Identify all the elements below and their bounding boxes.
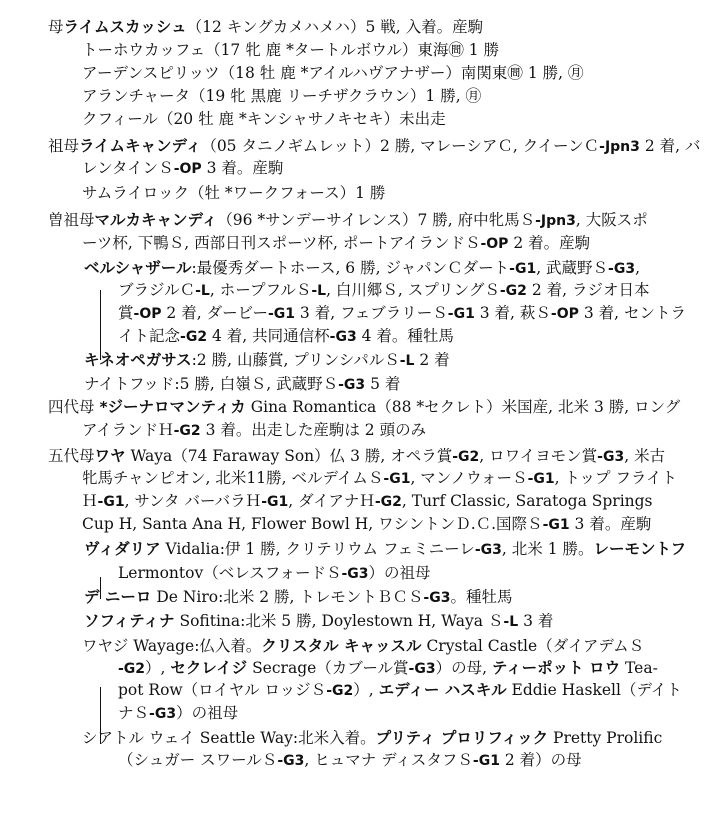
text-segment: Waya（74 Faraway Son）仏 3 勝, オペラ賞 bbox=[125, 447, 453, 465]
horse-name: ベルシャザール bbox=[84, 259, 192, 277]
text-segment: 3 着, フェブラリーＳ bbox=[295, 304, 448, 322]
text-segment: ナイトフッド:5 勝, 白嶺Ｓ, 武蔵野Ｓ bbox=[84, 375, 339, 393]
grade-label: -G2 bbox=[180, 329, 208, 345]
grade-label: -G3 bbox=[597, 449, 625, 465]
horse-name: レーモントフ bbox=[593, 540, 687, 558]
text-segment: Crystal Castle（ダイアデムＳ bbox=[421, 637, 645, 655]
horse-name: ティーポット ロウ bbox=[491, 659, 621, 677]
text-segment: 祖母 bbox=[48, 137, 80, 155]
text-segment: 五代母 bbox=[48, 447, 95, 465]
text-line bbox=[84, 586, 512, 608]
text-segment: ）, bbox=[353, 681, 379, 699]
horse-name: デ ニーロ bbox=[84, 588, 152, 606]
text-segment: Sofitina:北米 5 勝, Doylestown H, Waya Ｓ bbox=[174, 612, 504, 630]
text-segment: Gina Romantica（88 *セクレト）米国産, 北米 3 勝, ロング bbox=[245, 398, 681, 416]
text-segment: Eddie Haskell（デイト bbox=[506, 681, 682, 699]
text-segment: , ロワイヨモン賞 bbox=[479, 447, 598, 465]
grade-label: -G1 bbox=[261, 494, 289, 510]
text-segment: 曽祖母 bbox=[48, 211, 95, 229]
text-segment: ）の祖母 bbox=[176, 704, 239, 722]
grade-label: -G1 bbox=[509, 261, 537, 277]
grade-label: -G1 bbox=[97, 494, 125, 510]
text-segment: サムライロック（牡 *ワークフォース）1 勝 bbox=[82, 184, 386, 202]
grade-label: -OP bbox=[133, 306, 162, 322]
text-segment: 2 着。産駒 bbox=[508, 234, 591, 252]
text-segment: Secrage（カブール賞 bbox=[247, 659, 409, 677]
text-segment: 2 着, バ bbox=[639, 137, 701, 155]
text-segment: 3 着。産駒 bbox=[201, 159, 284, 177]
text-segment: 2 着 bbox=[414, 351, 450, 369]
text-segment: , 大阪スポ bbox=[575, 211, 648, 229]
text-line bbox=[82, 39, 499, 61]
text-segment: , マンノウォーＳ bbox=[410, 469, 528, 487]
text-segment: 母 bbox=[48, 18, 64, 36]
text-segment: 5 着 bbox=[365, 375, 401, 393]
text-segment: アーデンスピリッツ（18 牡 鹿 *アイルハヴアナザー）南関東㉄ 1 勝, ㊊ bbox=[82, 64, 584, 82]
grade-label: -G2 bbox=[499, 283, 527, 299]
grade-label: -G2 bbox=[326, 683, 354, 699]
grade-label: -G3 bbox=[423, 590, 451, 606]
text-line bbox=[82, 232, 590, 254]
grade-label: -G2 bbox=[374, 494, 402, 510]
text-segment: Tea- bbox=[620, 659, 658, 677]
grade-label: -L bbox=[503, 614, 519, 630]
text-line bbox=[82, 635, 644, 657]
text-line bbox=[118, 325, 454, 347]
text-segment: ）, bbox=[145, 659, 171, 677]
text-segment: , ホープフルＳ bbox=[209, 281, 312, 299]
text-line bbox=[82, 513, 651, 535]
horse-name: ソフィティナ bbox=[84, 612, 175, 630]
text-segment: ーツ杯, 下鴨Ｓ, 西部日刊スポーツ杯, ポートアイランドＳ bbox=[82, 234, 481, 252]
text-segment: Cup H, Santa Ana H, Flower Bowl H, ワシントンＤ.Ｃ.国際Ｓ bbox=[82, 515, 543, 533]
horse-name: プリティ プロリフィック bbox=[375, 729, 549, 747]
text-segment: , Turf Classic, Saratoga Springs bbox=[401, 492, 653, 510]
text-line bbox=[118, 702, 238, 724]
text-segment: 3 着, セントラ bbox=[578, 304, 686, 322]
grade-label: -G1 bbox=[267, 306, 295, 322]
grade-label: -G2 bbox=[452, 449, 480, 465]
text-line bbox=[48, 209, 648, 231]
text-line bbox=[82, 467, 677, 489]
horse-name: キネオペガサス bbox=[84, 351, 192, 369]
text-line bbox=[82, 727, 662, 749]
text-line bbox=[48, 396, 680, 418]
text-segment: 2 着, ラジオ日本 bbox=[526, 281, 650, 299]
text-segment: クフィール（20 牡 鹿 *キンシャサノキセキ）未出走 bbox=[82, 110, 446, 128]
text-segment: Lermontov（ベレスフォードＳ bbox=[118, 564, 342, 582]
grade-label: -G3 bbox=[277, 753, 305, 769]
text-segment: 2 着, ダービー bbox=[161, 304, 268, 322]
horse-name: ヴィダリア bbox=[84, 540, 161, 558]
grade-label: -G3 bbox=[149, 706, 177, 722]
text-segment: （96 *サンデーサイレンス）7 勝, 府中牝馬Ｓ bbox=[217, 211, 536, 229]
horse-name: マルカキャンディ bbox=[94, 211, 218, 229]
text-line bbox=[82, 108, 446, 130]
grade-label: -G3 bbox=[408, 661, 436, 677]
horse-name: エディー ハスキル bbox=[378, 681, 507, 699]
text-line bbox=[84, 349, 450, 371]
text-segment: アイランドＨ bbox=[82, 421, 174, 439]
grade-label: -G3 bbox=[341, 566, 369, 582]
text-segment: De Niro:北米 2 勝, トレモントＢＣＳ bbox=[151, 588, 424, 606]
text-segment: Vidalia:伊 1 勝, クリテリウム フェミニーレ bbox=[160, 540, 475, 558]
grade-label: -Jpn3 bbox=[535, 213, 576, 229]
text-line bbox=[118, 657, 658, 679]
text-segment: ）の祖母 bbox=[368, 564, 431, 582]
horse-name: クリスタル キャッスル bbox=[261, 637, 422, 655]
grade-label: -OP bbox=[480, 236, 509, 252]
text-segment: Pretty Prolific bbox=[548, 729, 663, 747]
grade-label: -G3 bbox=[338, 377, 366, 393]
grade-label: -G1 bbox=[527, 471, 555, 487]
text-line bbox=[84, 373, 400, 395]
grade-label: -G1 bbox=[447, 306, 475, 322]
text-line bbox=[48, 135, 700, 157]
text-segment: 。種牡馬 bbox=[450, 588, 513, 606]
text-line bbox=[84, 257, 640, 279]
grade-label: -OP bbox=[173, 161, 202, 177]
text-segment: レンタインＳ bbox=[82, 159, 174, 177]
text-segment: 3 着。出走した産駒は 2 頭のみ bbox=[200, 421, 427, 439]
horse-name: ライムキャンディ bbox=[79, 137, 202, 155]
grade-label: -L bbox=[399, 353, 415, 369]
text-segment: 賞 bbox=[118, 304, 134, 322]
text-line bbox=[84, 610, 553, 632]
grade-label: -G1 bbox=[472, 753, 500, 769]
text-segment: （05 タニノギムレット）2 勝, マレーシアＣ, クイーンＣ bbox=[201, 137, 600, 155]
text-segment: （12 キングカメハメハ）5 戦, 入着。産駒 bbox=[186, 18, 484, 36]
horse-name: *ジーナロマンティカ bbox=[99, 398, 246, 416]
text-segment: , 武蔵野Ｓ bbox=[536, 259, 609, 277]
text-segment: , ヒュマナ ディスタフＳ bbox=[304, 751, 473, 769]
horse-name: ワヤ bbox=[94, 447, 126, 465]
text-segment: トーホウカッフェ（17 牝 鹿 *タートルボウル）東海㉄ 1 勝 bbox=[82, 41, 500, 59]
text-line bbox=[118, 302, 686, 324]
grade-label: -L bbox=[195, 283, 210, 299]
text-segment: イト記念 bbox=[118, 327, 181, 345]
text-line bbox=[82, 62, 584, 84]
horse-name: セクレイジ bbox=[170, 659, 248, 677]
grade-label: -G3 bbox=[608, 261, 636, 277]
grade-label: -G3 bbox=[329, 329, 357, 345]
text-segment: ブラジルＣ bbox=[118, 281, 196, 299]
grade-label: -L bbox=[311, 283, 327, 299]
text-segment: , 北米 1 勝。 bbox=[501, 540, 594, 558]
grade-label: -G1 bbox=[542, 517, 570, 533]
grade-label: -G2 bbox=[173, 423, 201, 439]
text-line bbox=[118, 562, 431, 584]
text-line bbox=[48, 16, 483, 38]
text-segment: 2 着）の母 bbox=[499, 751, 582, 769]
text-line bbox=[82, 490, 653, 512]
text-segment: 4 着。種牡馬 bbox=[356, 327, 454, 345]
text-segment: , 米古 bbox=[624, 447, 666, 465]
text-segment: , サンタ バーバラＨ bbox=[124, 492, 262, 510]
text-line bbox=[82, 157, 283, 179]
text-line bbox=[118, 749, 582, 771]
text-segment: シアトル ウェイ Seattle Way:北米入着。 bbox=[82, 729, 376, 747]
text-segment: ）の母, bbox=[435, 659, 492, 677]
grade-label: -G1 bbox=[383, 471, 411, 487]
text-line bbox=[48, 445, 665, 467]
text-segment: アランチャータ（19 牝 黒鹿 リーチザクラウン）1 勝, ㊊ bbox=[82, 87, 482, 105]
text-segment: pot Row（ロイヤル ロッジＳ bbox=[118, 681, 327, 699]
text-segment: （シュガー スワールＳ bbox=[118, 751, 278, 769]
text-segment: 四代母 bbox=[48, 398, 100, 416]
text-line bbox=[82, 419, 426, 441]
text-segment: , 白川郷Ｓ, スプリングＳ bbox=[326, 281, 500, 299]
text-line bbox=[82, 85, 481, 107]
text-segment: 牝馬チャンピオン, 北米11勝, ベルデイムＳ bbox=[82, 469, 384, 487]
text-segment: :最優秀ダートホース, 6 勝, ジャパンＣダート bbox=[191, 259, 510, 277]
text-line bbox=[118, 279, 649, 301]
text-segment: Ｈ bbox=[82, 492, 98, 510]
text-segment: :2 勝, 山藤賞, プリンシパルＳ bbox=[191, 351, 400, 369]
text-segment: ワヤジ Wayage:仏入着。 bbox=[82, 637, 262, 655]
text-segment: 4 着, 共同通信杯 bbox=[207, 327, 330, 345]
text-segment: 3 着 bbox=[518, 612, 554, 630]
text-line bbox=[118, 679, 682, 701]
grade-label: -Jpn3 bbox=[599, 139, 640, 155]
text-segment: , ダイアナＨ bbox=[288, 492, 375, 510]
text-segment: 3 着。産駒 bbox=[569, 515, 652, 533]
grade-label: -G3 bbox=[474, 542, 502, 558]
text-segment: ナＳ bbox=[118, 704, 150, 722]
text-segment: , トップ フライト bbox=[554, 469, 677, 487]
text-segment: , bbox=[635, 259, 641, 277]
grade-label: -G2 bbox=[118, 661, 146, 677]
grade-label: -OP bbox=[550, 306, 579, 322]
text-line bbox=[84, 538, 686, 560]
text-line bbox=[82, 182, 385, 204]
horse-name: ライムスカッシュ bbox=[63, 18, 187, 36]
text-segment: 3 着, 萩Ｓ bbox=[474, 304, 551, 322]
